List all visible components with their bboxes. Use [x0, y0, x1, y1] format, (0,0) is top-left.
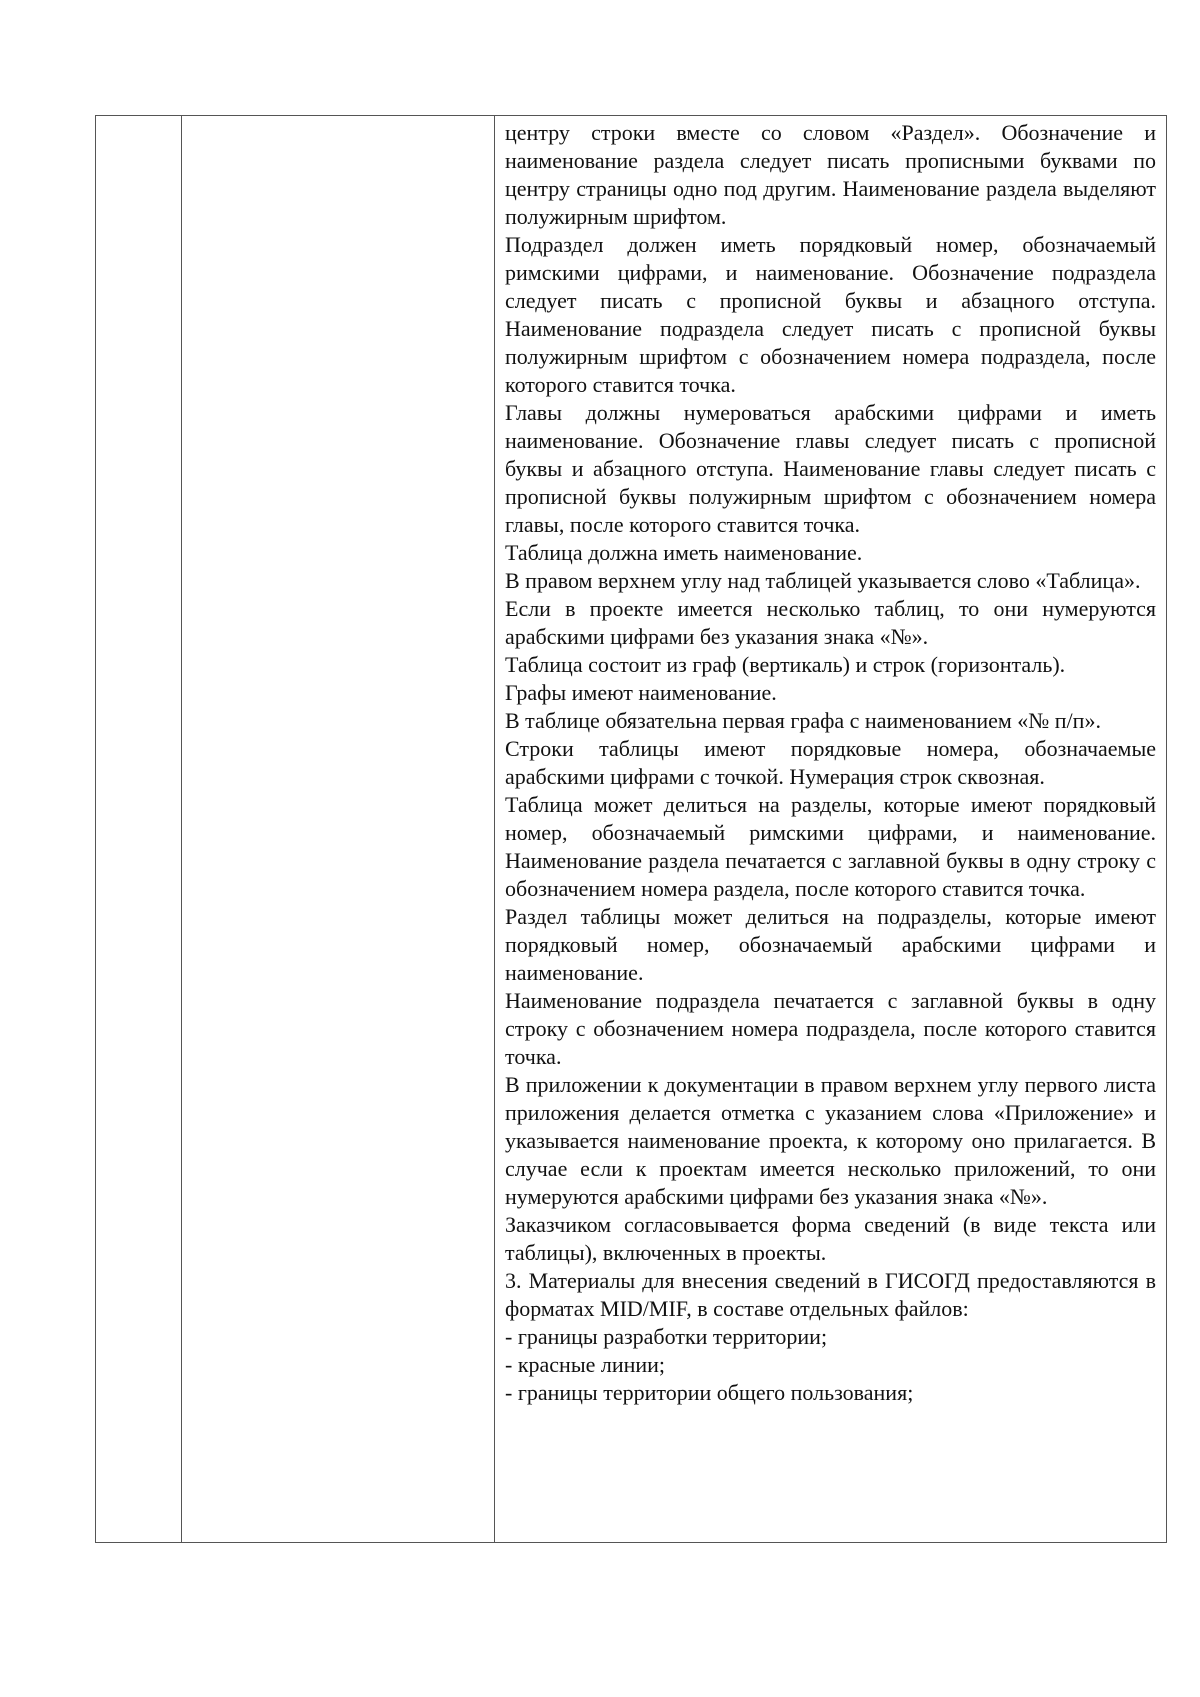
paragraph-row-numbering: Строки таблицы имеют порядковые номера, обозначаемые арабскими цифрами с точкой. Нумерация строк сквозная. — [505, 736, 1156, 789]
document-table — [95, 115, 1167, 1543]
paragraph-table-structure: Таблица состоит из граф (вертикаль) и строк (горизонталь). — [505, 652, 1066, 677]
paragraph-first-column: В таблице обязательна первая графа с наименованием «№ п/п». — [505, 708, 1101, 733]
paragraph-table-subsections: Раздел таблицы может делиться на подразделы, которые имеют порядковый номер, обозначаемый арабскими цифрами и наименование. — [505, 904, 1156, 985]
paragraph-appendix-rules: В приложении к документации в правом верхнем углу первого листа приложения делается отметка с указанием слова «Приложение» и указывается наименование проекта, к которому оно прилагается. В случае если к проектам имеется несколько приложений, то они нумеруются арабскими цифрами без указания знака «№». — [505, 1072, 1156, 1209]
list-item-development-boundaries: - границы разработки территории; — [505, 1324, 828, 1349]
paragraph-table-sections: Таблица может делиться на разделы, которые имеют порядковый номер, обозначаемый римскими цифрами, и наименование. Наименование раздела печатается с заглавной буквы в одну строку с обозначением номера раздела, после которого ставится точка. — [505, 792, 1156, 901]
paragraph-table-numbering: Если в проекте имеется несколько таблиц, то они нумеруются арабскими цифрами без указания знака «№». — [505, 596, 1156, 649]
paragraph-section-heading-rules: центру строки вместе со словом «Раздел». Обозначение и наименование раздела следует писать прописными буквами по центру страницы одно под другим. Наименование раздела выделяют полужирным шрифтом. — [505, 120, 1156, 229]
paragraph-chapter-rules: Главы должны нумероваться арабскими цифрами и иметь наименование. Обозначение главы следует писать с прописной буквы и абзацного отступа. Наименование главы следует писать с прописной буквы полужирным шрифтом с обозначением номера главы, после которого ставится точка. — [505, 400, 1156, 537]
paragraph-materials-formats: 3. Материалы для внесения сведений в ГИСОГД предоставляются в форматах MID/MIF, в составе отдельных файлов: — [505, 1268, 1156, 1321]
table-cell-number — [96, 116, 182, 1542]
paragraph-column-names: Графы имеют наименование. — [505, 680, 777, 705]
list-item-public-territory-boundaries: - границы территории общего пользования; — [505, 1380, 914, 1405]
paragraph-table-name: Таблица должна иметь наименование. — [505, 540, 863, 565]
paragraph-subsection-name: Наименование подраздела печатается с заглавной буквы в одну строку с обозначением номера подраздела, после которого ставится точка. — [505, 988, 1156, 1069]
paragraph-customer-agreement: Заказчиком согласовывается форма сведений (в виде текста или таблицы), включенных в проекты. — [505, 1212, 1156, 1265]
table-cell-title — [182, 116, 495, 1542]
paragraph-subsection-rules: Подраздел должен иметь порядковый номер, обозначаемый римскими цифрами, и наименование. Обозначение подраздела следует писать с прописной буквы и абзацного отступа. Наименование подраздела следует писать с прописной буквы полужирным шрифтом с обозначением номера подраздела, после которого ставится точка. — [505, 232, 1156, 397]
paragraph-table-word: В правом верхнем углу над таблицей указывается слово «Таблица». — [505, 568, 1141, 593]
table-cell-content — [495, 116, 1166, 1542]
list-item-red-lines: - красные линии; — [505, 1352, 666, 1377]
